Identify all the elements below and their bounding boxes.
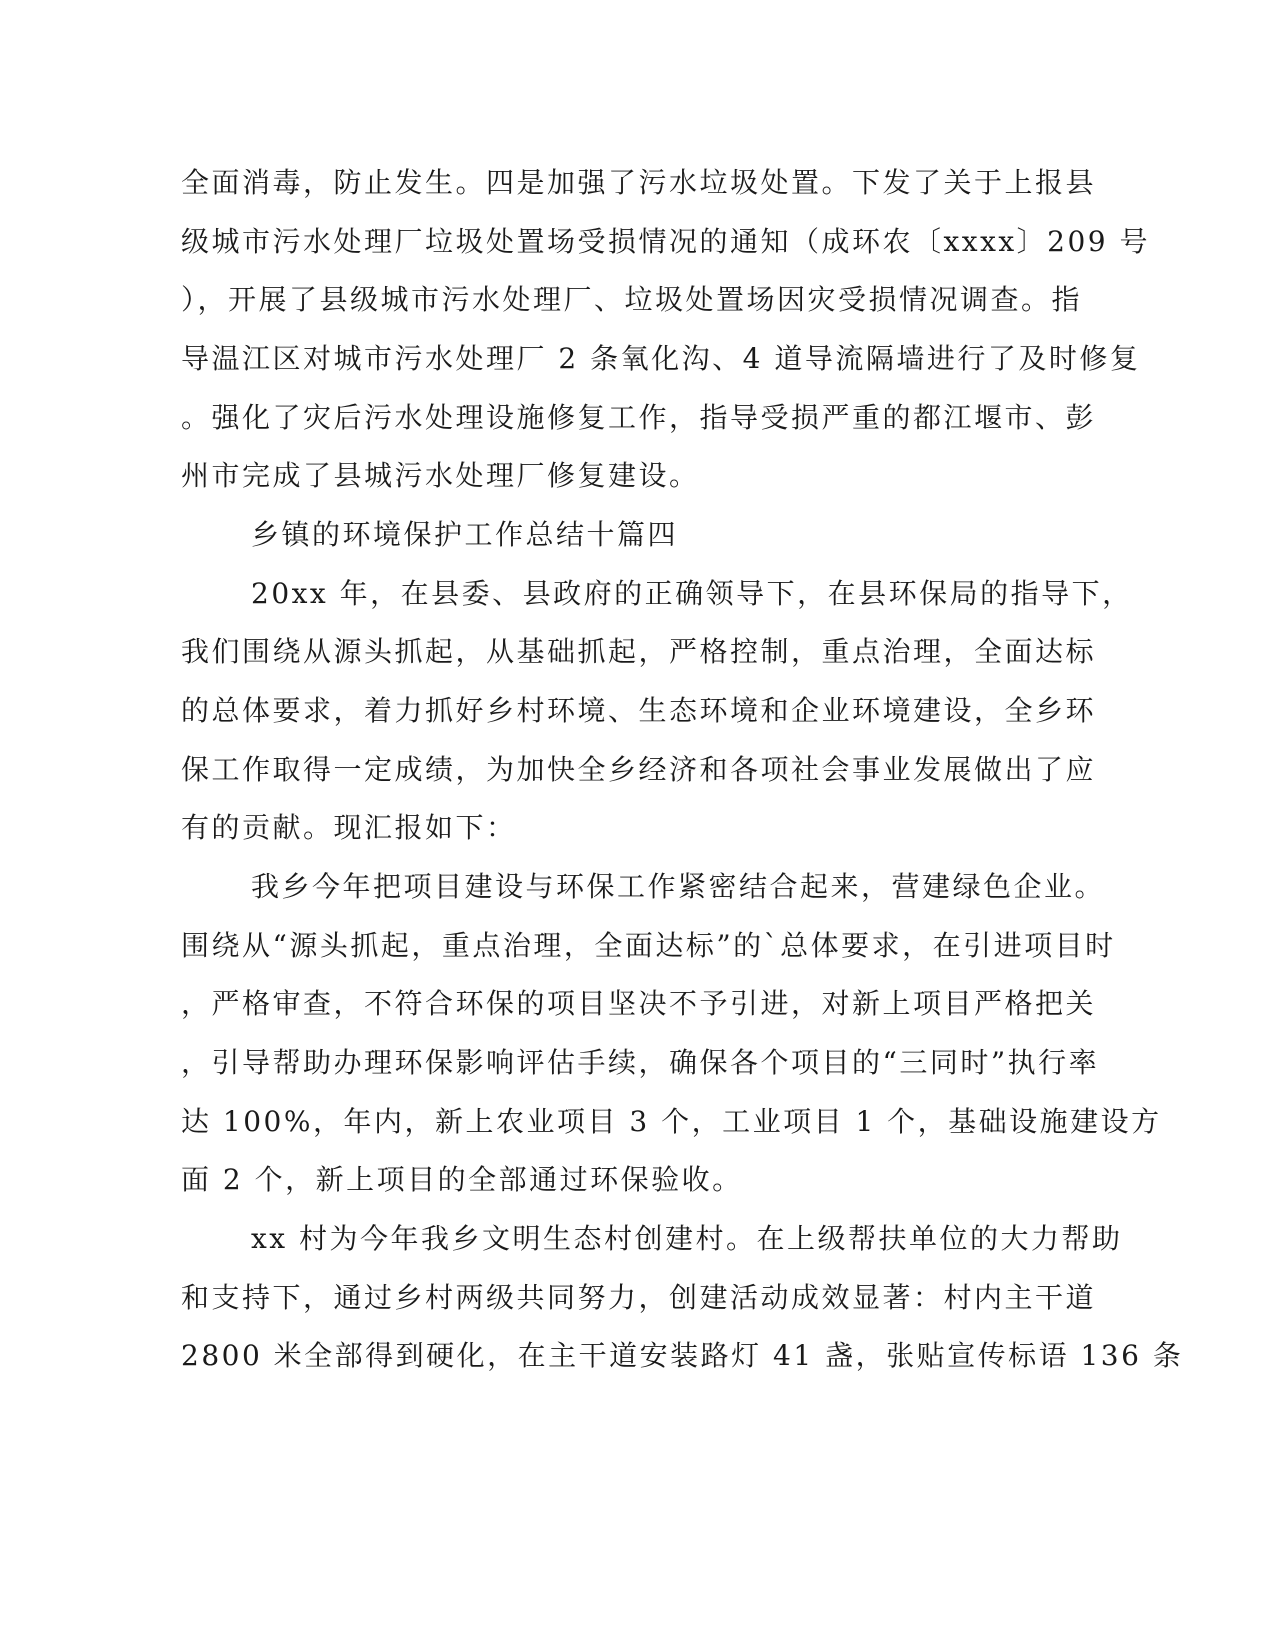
text-line: 保工作取得一定成绩，为加快全乡经济和各项社会事业发展做出了应 xyxy=(181,753,1097,786)
paragraph-first-line: 我乡今年把项目建设与环保工作紧密结合起来，营建绿色企业。 xyxy=(251,870,1106,903)
text-line: 我们围绕从源头抓起，从基础抓起，严格控制，重点治理，全面达标 xyxy=(181,635,1097,668)
text-line: 州市完成了县城污水处理厂修复建设。 xyxy=(181,459,700,492)
paragraph-first-line: xx 村为今年我乡文明生态村创建村。在上级帮扶单位的大力帮助 xyxy=(251,1222,1123,1255)
text-line: 级城市污水处理厂垃圾处置场受损情况的通知（成环农〔xxxx〕209 号 xyxy=(181,225,1151,258)
text-line: 导温江区对城市污水处理厂 2 条氧化沟、4 道导流隔墙进行了及时修复 xyxy=(181,342,1141,375)
text-line: ），开展了县级城市污水处理厂、垃圾处置场因灾受损情况调查。指 xyxy=(181,283,1083,316)
text-line: 达 100%，年内，新上农业项目 3 个，工业项目 1 个，基础设施建设方 xyxy=(181,1105,1162,1138)
text-line: 。强化了灾后污水处理设施修复工作，指导受损严重的都江堰市、彭 xyxy=(181,401,1097,434)
text-line: 有的贡献。现汇报如下： xyxy=(181,811,517,844)
text-line: ，严格审查，不符合环保的项目坚决不予引进，对新上项目严格把关 xyxy=(181,987,1097,1020)
text-line: 围绕从“源头抓起，重点治理，全面达标”的`总体要求，在引进项目时 xyxy=(181,929,1116,962)
text-line: ，引导帮助办理环保影响评估手续，确保各个项目的“三同时”执行率 xyxy=(181,1046,1100,1079)
text-line: 的总体要求，着力抓好乡村环境、生态环境和企业环境建设，全乡环 xyxy=(181,694,1097,727)
text-line: 面 2 个，新上项目的全部通过环保验收。 xyxy=(181,1163,743,1196)
section-heading: 乡镇的环境保护工作总结十篇四 xyxy=(251,518,679,551)
text-line: 全面消毒，防止发生。四是加强了污水垃圾处置。下发了关于上报县 xyxy=(181,166,1097,199)
text-line: 2800 米全部得到硬化，在主干道安装路灯 41 盏，张贴宣传标语 136 条 xyxy=(181,1339,1184,1372)
paragraph-first-line: 20xx 年，在县委、县政府的正确领导下，在县环保局的指导下， xyxy=(251,577,1133,610)
text-line: 和支持下，通过乡村两级共同努力，创建活动成效显著：村内主干道 xyxy=(181,1281,1097,1314)
